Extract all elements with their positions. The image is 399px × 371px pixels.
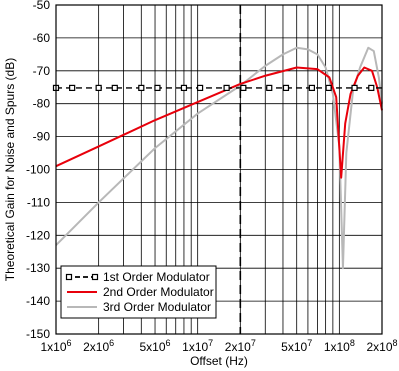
x-tick-label: $1x10^7$ [182,338,214,354]
x-tick-label: $1x10^6$ [40,338,72,354]
y-tick-label: -90 [32,129,50,144]
y-tick-label: -60 [32,30,50,45]
y-tick-labels [26,0,50,341]
legend-marker-1st-order-modulator [93,275,98,280]
y-tick-label: -120 [25,228,50,243]
series-marker-1st-order-modulator [326,85,331,90]
y-tick-label: -100 [25,162,50,177]
legend-label-1st-order-modulator: 1st Order Modulator [103,270,210,284]
y-tick-label: -150 [25,327,50,341]
y-tick-label: -130 [25,261,50,276]
series-marker-1st-order-modulator [267,85,272,90]
series-marker-1st-order-modulator [112,85,117,90]
series-marker-1st-order-modulator [198,85,203,90]
series-marker-1st-order-modulator [369,85,374,90]
series-marker-1st-order-modulator [352,85,357,90]
series-marker-1st-order-modulator [309,85,314,90]
legend [61,266,216,318]
x-tick-label: $1x10^8$ [323,338,355,354]
series-marker-1st-order-modulator [139,85,144,90]
y-tick-label: -110 [26,195,50,210]
y-tick-label: -70 [32,63,50,78]
y-tick-label: -80 [32,96,50,111]
y-tick-label: -140 [25,294,50,309]
series-marker-1st-order-modulator [283,85,288,90]
x-tick-label: $2x10^7$ [224,338,256,354]
y-tick-label: -50 [32,0,50,12]
y-axis-label: Theoretical Gain for Noise and Spurs (dB) [3,57,17,282]
legend-label-3rd-order-modulator: 3rd Order Modulator [103,300,212,314]
series-marker-1st-order-modulator [96,85,101,90]
series-marker-1st-order-modulator [70,85,75,90]
x-tick-label: $5x10^7$ [281,338,313,354]
series-marker-1st-order-modulator [181,85,186,90]
x-tick-label: $2x10^8$ [366,338,398,354]
series-marker-1st-order-modulator [155,85,160,90]
x-tick-label: $5x10^6$ [139,338,171,354]
legend-marker-1st-order-modulator [67,275,72,280]
legend-label-2nd-order-modulator: 2nd Order Modulator [103,285,214,299]
x-tick-labels [40,338,397,354]
series-marker-1st-order-modulator [241,85,246,90]
x-axis-label: Offset (Hz) [190,354,248,368]
series-marker-1st-order-modulator [224,85,229,90]
x-tick-label: $2x10^6$ [83,338,115,354]
